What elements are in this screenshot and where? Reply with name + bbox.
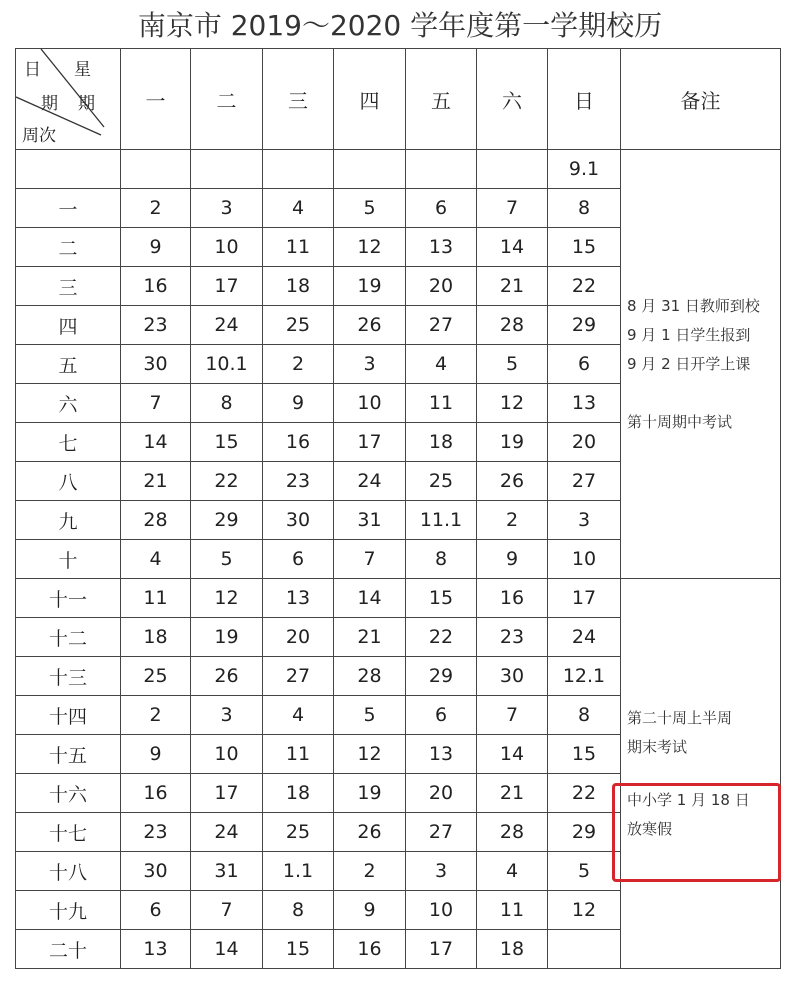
week-cell: 九: [16, 501, 121, 540]
date-cell: 20: [548, 423, 621, 462]
corner-week: 周次: [22, 126, 56, 146]
date-cell: 6: [121, 891, 191, 930]
remark-line: 期末考试: [627, 737, 688, 756]
remark-line: 中小学 1 月 18 日: [627, 790, 750, 809]
date-cell: 24: [548, 618, 621, 657]
date-cell: 21: [121, 462, 191, 501]
date-cell: 16: [121, 774, 191, 813]
date-cell: 9: [477, 540, 548, 579]
date-cell: 28: [477, 813, 548, 852]
remarks-block-1: [621, 150, 781, 579]
date-cell: 9: [121, 735, 191, 774]
date-cell: 18: [263, 774, 334, 813]
week-cell: 六: [16, 384, 121, 423]
corner-qi1: 期: [41, 94, 58, 114]
week-cell: 四: [16, 306, 121, 345]
date-cell: 11.1: [406, 501, 477, 540]
date-cell: 30: [263, 501, 334, 540]
date-cell: 10: [406, 891, 477, 930]
week-cell: 三: [16, 267, 121, 306]
date-cell: 2: [121, 696, 191, 735]
date-cell: 6: [406, 189, 477, 228]
date-cell: 27: [406, 813, 477, 852]
date-cell: 16: [334, 930, 406, 969]
date-cell: 11: [263, 228, 334, 267]
date-cell: 28: [121, 501, 191, 540]
date-cell: 8: [548, 189, 621, 228]
date-cell: 8: [263, 891, 334, 930]
date-cell: 26: [477, 462, 548, 501]
remark-line: [627, 762, 780, 774]
day-header: 四: [334, 49, 406, 150]
date-cell: 30: [121, 852, 191, 891]
date-cell: 21: [477, 267, 548, 306]
highlight-box: [612, 783, 781, 882]
date-cell: 14: [477, 735, 548, 774]
date-cell: 27: [406, 306, 477, 345]
week-cell: 十二: [16, 618, 121, 657]
date-cell: 19: [477, 423, 548, 462]
date-cell: [191, 150, 263, 189]
date-cell: 4: [477, 852, 548, 891]
date-cell: 3: [191, 696, 263, 735]
date-cell: 15: [191, 423, 263, 462]
date-cell: [406, 150, 477, 189]
date-cell: 27: [263, 657, 334, 696]
date-cell: [121, 150, 191, 189]
corner-cell: [16, 49, 121, 150]
table-row: [16, 150, 781, 189]
date-cell: 12: [334, 735, 406, 774]
date-cell: 31: [191, 852, 263, 891]
date-cell: 2: [477, 501, 548, 540]
corner-xing: 星: [74, 60, 91, 80]
remarks-block-2: [621, 579, 781, 969]
date-cell: 15: [406, 579, 477, 618]
date-cell: 15: [548, 735, 621, 774]
remark-line: 8 月 31 日教师到校: [627, 296, 760, 315]
date-cell: 18: [263, 267, 334, 306]
date-cell: 5: [191, 540, 263, 579]
date-cell: 23: [263, 462, 334, 501]
date-cell: 6: [406, 696, 477, 735]
date-cell: 12: [191, 579, 263, 618]
date-cell: 14: [477, 228, 548, 267]
week-cell: 二: [16, 228, 121, 267]
date-cell: 29: [548, 813, 621, 852]
week-cell: 十五: [16, 735, 121, 774]
date-cell: 12: [477, 384, 548, 423]
header-row: [16, 49, 781, 150]
date-cell: 14: [121, 423, 191, 462]
date-cell: 10: [334, 384, 406, 423]
date-cell: 5: [477, 345, 548, 384]
week-cell: 十六: [16, 774, 121, 813]
day-header: 一: [121, 49, 191, 150]
remarks-header: 备注: [621, 49, 781, 150]
remark-line: 第二十周上半周: [627, 708, 733, 727]
date-cell: [477, 150, 548, 189]
date-cell: 13: [263, 579, 334, 618]
date-cell: 28: [334, 657, 406, 696]
date-cell: 24: [191, 306, 263, 345]
date-cell: 29: [548, 306, 621, 345]
date-cell: [334, 150, 406, 189]
week-cell: 十九: [16, 891, 121, 930]
date-cell: 4: [121, 540, 191, 579]
date-cell: 19: [334, 774, 406, 813]
date-cell: 13: [406, 228, 477, 267]
date-cell: 16: [121, 267, 191, 306]
date-cell: 2: [121, 189, 191, 228]
date-cell: 10.1: [191, 345, 263, 384]
date-cell: 9.1: [548, 150, 621, 189]
date-cell: 10: [191, 735, 263, 774]
date-cell: 22: [548, 774, 621, 813]
date-cell: 6: [548, 345, 621, 384]
date-cell: 7: [477, 696, 548, 735]
remark-line: 放寒假: [627, 819, 673, 838]
date-cell: 12: [548, 891, 621, 930]
day-header: 日: [548, 49, 621, 150]
date-cell: 22: [406, 618, 477, 657]
date-cell: 3: [191, 189, 263, 228]
day-header: 五: [406, 49, 477, 150]
date-cell: 23: [121, 306, 191, 345]
date-cell: 15: [548, 228, 621, 267]
week-cell: 十: [16, 540, 121, 579]
date-cell: 8: [191, 384, 263, 423]
week-cell: 二十: [16, 930, 121, 969]
week-cell: 十一: [16, 579, 121, 618]
date-cell: 16: [263, 423, 334, 462]
corner-qi2: 期: [78, 94, 95, 114]
date-cell: [548, 930, 621, 969]
date-cell: 7: [477, 189, 548, 228]
page-title: 南京市 2019～2020 学年度第一学期校历: [137, 9, 663, 42]
date-cell: 24: [191, 813, 263, 852]
date-cell: 2: [263, 345, 334, 384]
date-cell: [263, 150, 334, 189]
day-header: 六: [477, 49, 548, 150]
date-cell: 23: [477, 618, 548, 657]
day-header: 二: [191, 49, 263, 150]
date-cell: 4: [263, 696, 334, 735]
date-cell: 20: [263, 618, 334, 657]
date-cell: 1.1: [263, 852, 334, 891]
date-cell: 13: [548, 384, 621, 423]
date-cell: 7: [121, 384, 191, 423]
date-cell: 27: [548, 462, 621, 501]
date-cell: 9: [121, 228, 191, 267]
date-cell: 9: [263, 384, 334, 423]
date-cell: 14: [191, 930, 263, 969]
date-cell: 19: [334, 267, 406, 306]
date-cell: 19: [191, 618, 263, 657]
date-cell: 8: [548, 696, 621, 735]
date-cell: 12: [334, 228, 406, 267]
remark-line: [627, 379, 780, 408]
date-cell: 26: [334, 306, 406, 345]
date-cell: 15: [263, 930, 334, 969]
day-header: 三: [263, 49, 334, 150]
date-cell: 17: [191, 267, 263, 306]
date-cell: 17: [548, 579, 621, 618]
week-cell: 十七: [16, 813, 121, 852]
date-cell: 11: [477, 891, 548, 930]
date-cell: 25: [406, 462, 477, 501]
date-cell: 4: [406, 345, 477, 384]
date-cell: 11: [263, 735, 334, 774]
date-cell: 17: [334, 423, 406, 462]
date-cell: 10: [191, 228, 263, 267]
date-cell: 20: [406, 774, 477, 813]
date-cell: 30: [477, 657, 548, 696]
date-cell: 18: [406, 423, 477, 462]
week-cell: 十八: [16, 852, 121, 891]
corner-day: 日: [24, 60, 41, 80]
date-cell: 29: [191, 501, 263, 540]
date-cell: 14: [334, 579, 406, 618]
date-cell: 6: [263, 540, 334, 579]
date-cell: 30: [121, 345, 191, 384]
week-cell: 一: [16, 189, 121, 228]
date-cell: 13: [121, 930, 191, 969]
date-cell: 22: [191, 462, 263, 501]
week-cell: 十四: [16, 696, 121, 735]
week-cell: [16, 150, 121, 189]
week-cell: 七: [16, 423, 121, 462]
date-cell: 5: [548, 852, 621, 891]
date-cell: 17: [191, 774, 263, 813]
date-cell: 8: [406, 540, 477, 579]
date-cell: 9: [334, 891, 406, 930]
date-cell: 3: [334, 345, 406, 384]
date-cell: 25: [121, 657, 191, 696]
date-cell: 3: [548, 501, 621, 540]
date-cell: 23: [121, 813, 191, 852]
remark-line: 9 月 1 日学生报到: [627, 325, 751, 344]
remark-line: 第十周期中考试: [627, 412, 733, 431]
date-cell: 21: [334, 618, 406, 657]
date-cell: 22: [548, 267, 621, 306]
date-cell: 3: [406, 852, 477, 891]
date-cell: 11: [406, 384, 477, 423]
week-cell: 十三: [16, 657, 121, 696]
date-cell: 20: [406, 267, 477, 306]
date-cell: 12.1: [548, 657, 621, 696]
date-cell: 31: [334, 501, 406, 540]
date-cell: 18: [121, 618, 191, 657]
date-cell: 25: [263, 306, 334, 345]
date-cell: 16: [477, 579, 548, 618]
date-cell: 21: [477, 774, 548, 813]
remark-line: 9 月 2 日开学上课: [627, 354, 751, 373]
date-cell: 13: [406, 735, 477, 774]
date-cell: 2: [334, 852, 406, 891]
date-cell: 28: [477, 306, 548, 345]
date-cell: 26: [334, 813, 406, 852]
date-cell: 29: [406, 657, 477, 696]
date-cell: 5: [334, 696, 406, 735]
date-cell: 11: [121, 579, 191, 618]
date-cell: 18: [477, 930, 548, 969]
table-row: [16, 579, 781, 618]
date-cell: 25: [263, 813, 334, 852]
week-cell: 八: [16, 462, 121, 501]
date-cell: 5: [334, 189, 406, 228]
date-cell: 7: [334, 540, 406, 579]
date-cell: 7: [191, 891, 263, 930]
date-cell: 10: [548, 540, 621, 579]
date-cell: 17: [406, 930, 477, 969]
week-cell: 五: [16, 345, 121, 384]
date-cell: 26: [191, 657, 263, 696]
date-cell: 24: [334, 462, 406, 501]
date-cell: 4: [263, 189, 334, 228]
